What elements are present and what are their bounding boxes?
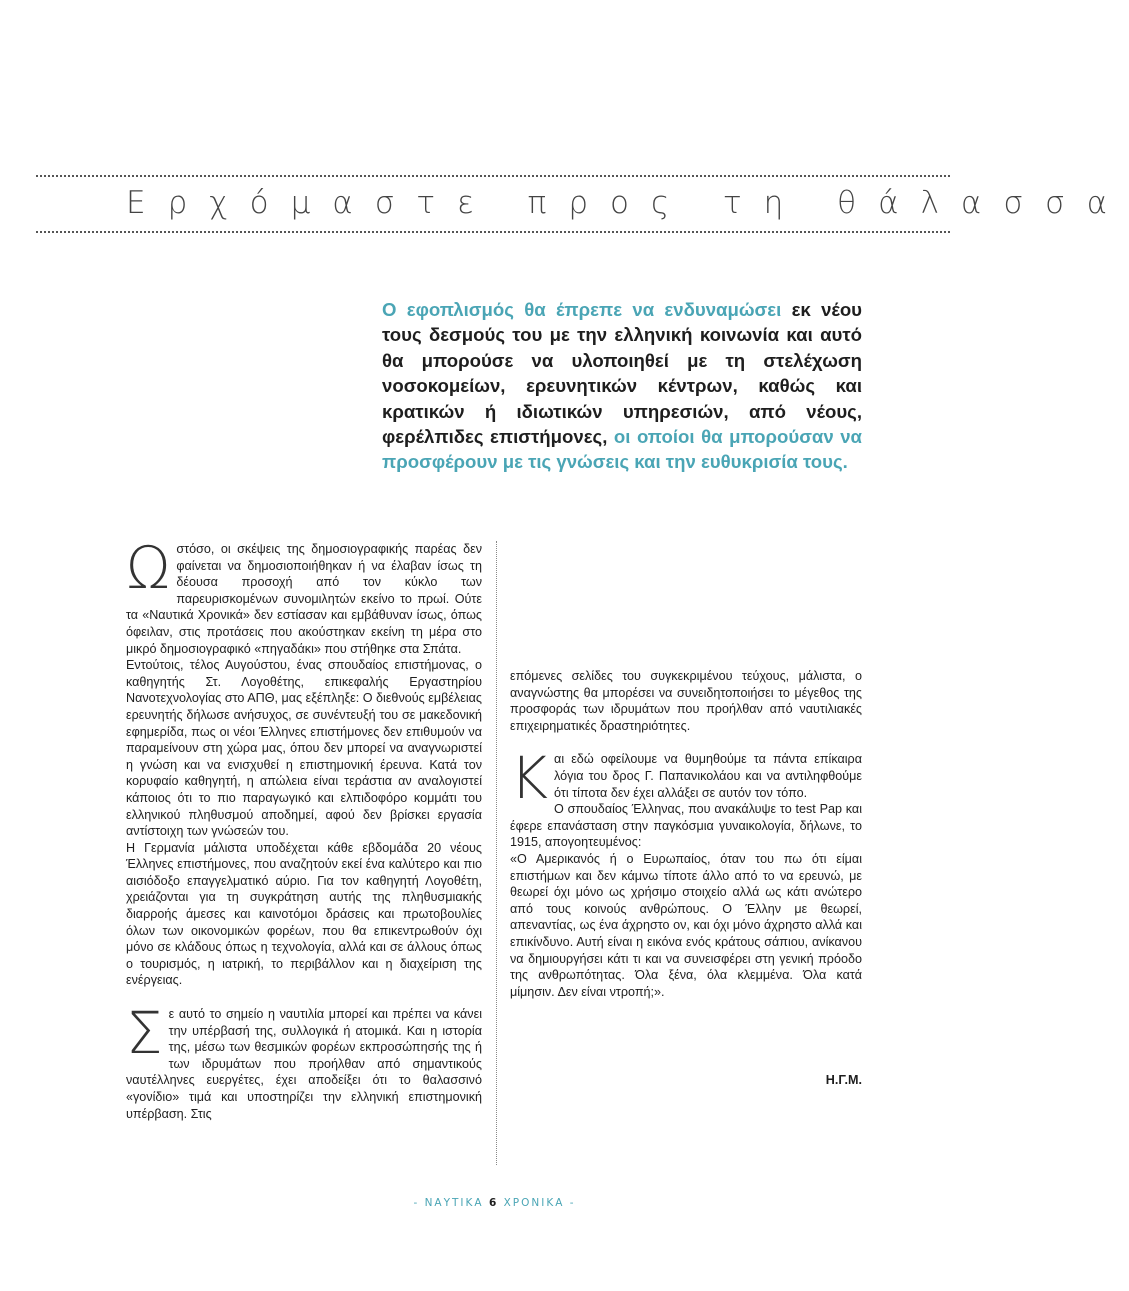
pull-quote-accent-end: οι οποίοι θα μπορούσαν να προσφέρουν με τις γνώσεις και την ευθυκρισία τους. [382, 426, 862, 473]
page-number: 6 [488, 1197, 499, 1209]
pull-quote-body: εκ νέου τους δεσμούς του με την ελληνική κοινωνία και αυτό θα μπορούσε να υλοποιηθεί με τη στελέχωση νοσοκομείων, ερευνητικών κέντρων, καθώς και κρατικών ή ιδιωτικών υπηρεσιών, από νέους, φερέλπιδες επιστήμονες, [382, 299, 862, 448]
pull-quote-accent-start: Ο εφοπλισμός θα έπρεπε να ενδυναμώσει [382, 299, 782, 320]
drop-cap: Σ [126, 999, 163, 1068]
column-divider [496, 541, 497, 1165]
section-title: Ερχόμαστε προς τη θάλασσα [126, 185, 1129, 221]
paragraph: «Ο Αμερικανός ή ο Ευρωπαίος, όταν του πω ότι είμαι επιστήμων και δεν κάμνω τίποτε άλλο από το να ερευνώ, με θεωρεί όχι μόνο ως χρήσιμο στοιχείο αλλά ως κάτι ανώτερο από τους κοινούς ανθρώπους. Ο Έλλην με θεωρεί, απεναντίας, ως ένα άχρηστο ον, και όχι μόνο άχρηστο αλλά και επικίνδυνο. Αυτή είναι η εικόνα ενός κράτους σάπιου, ανίκανου να δημιουργήσει κάτι τι και να συνεισφέρει στη γενική πρόοδο της ανθρωπότητας. Όλα ξένα, όλα κλεμμένα. Όλα κατά μίμησιν. Δεν είναι ντροπή;». [510, 851, 862, 999]
paragraph: επόμενες σελίδες του συγκεκριμένου τεύχους, μάλιστα, ο αναγνώστης θα μπορέσει να συνειδητοποιήσει το μέγεθος της προσφοράς των ιδρυμάτων που προήλθαν από ναυτιλιακές επιχειρηματικές δραστηριότητες. [510, 669, 862, 733]
bottom-dotted-rule [36, 231, 950, 233]
left-column [126, 534, 482, 1122]
pull-quote [382, 297, 862, 475]
page-footer [0, 1197, 989, 1209]
drop-cap: Ω [126, 534, 171, 602]
footer-magazine-left: - ΝΑΥΤΙΚΑ [413, 1197, 484, 1209]
right-column [510, 668, 862, 1000]
paragraph: Η Γερμανία μάλιστα υποδέχεται κάθε εβδομάδα 20 νέους Έλληνες επιστήμονες, που αναζητούν εκεί ένα καλύτερο και πιο αισιόδοξο επαγγελματικό αύριο. Για τον καθηγητή Λογοθέτη, χρειάζονται για τη συγκράτηση αυτής της πληθυσμιακής διαρροής άμεσες και καινοτόμοι δράσεις και πρωτοβουλίες όλων των οικονομικών φορέων, που θα επικεντρωθούν όχι μόνο σε κλάδους όπως η τεχνολογία, αλλά και σε άλλους όπως ο τουρισμός, η ιατρική, το περιβάλλον και η διαχείριση της ενέργειας. [126, 840, 482, 988]
paragraph: Ο σπουδαίος Έλληνας, που ανακάλυψε το test Pap και έφερε επανάσταση στην παγκόσμια γυναικολογία, δήλωνε, το 1915, απογοητευμένος: [510, 802, 862, 850]
drop-cap: Κ [510, 744, 549, 813]
paragraph: Εντούτοις, τέλος Αυγούστου, ένας σπουδαίος επιστήμονας, ο καθηγητής Στ. Λογοθέτης, επικεφαλής Εργαστηρίου Νανοτεχνολογίας στο ΑΠΘ, μας εξέπληξε: Ο διεθνούς εμβέλειας ερευνητής δήλωσε ανήσυχος, σε συνέντευξή του σε μακεδονική εφημερίδα, πως οι νέοι Έλληνες επιστήμονες δεν επιθυμούν να παραμείνουν στη χώρα μας, όπου δεν μπορεί να αναγνωριστεί η γνώση και να ενισχυθεί η επιστημονική έρευνα. Κατά τον κορυφαίο καθηγητή, η απώλεια είναι τεράστια αν αναλογιστεί κάποιος ότι το πιο παραγωγικό και ελπιδοφόρο κομμάτι του ελληνικού πληθυσμού αποδημεί, αφού δεν βρίσκει εργασία αντίστοιχη των γνώσεών του. [126, 658, 482, 839]
paragraph: Και εδώ οφείλουμε να θυμηθούμε τα πάντα επίκαιρα λόγια του δρος Γ. Παπανικολάου και να αντιληφθούμε ότι τίποτα δεν έχει αλλάξει σε αυτόν τον τόπο. [510, 744, 862, 813]
paragraph: Σε αυτό το σημείο η ναυτιλία μπορεί και πρέπει να κάνει την υπέρβασή της, συλλογικά ή ατομικά. Και η ιστορία της, μέσω των θεσμικών φορέων εκπροσώπησής της ή των ιδρυμάτων που προήλθαν από σημαντικούς ναυτέλληνες ευεργέτες, έχει αποδείξει ότι το θαλασσινό «γονίδιο» τιμά και υποστηρίζει την ελληνική επιστημονική υπέρβαση. Στις [126, 999, 482, 1121]
top-dotted-rule [36, 175, 950, 177]
footer-magazine-right: ΧΡΟΝΙΚΑ - [503, 1197, 576, 1209]
paragraph: Ωστόσο, οι σκέψεις της δημοσιογραφικής παρέας δεν φαίνεται να δημοσιοποιήθηκαν ή να έλαβαν ίσως τη δέουσα προσοχή από τον κύκλο των παρευρισκομένων συνομιλητών εκείνο το πρωί. Ούτε τα «Ναυτικά Χρονικά» δεν εστίασαν και εμβάθυναν ίσως, όπως όφειλαν, στις προτάσεις που ακούστηκαν εκείνη τη μέρα στο μικρό δημοσιογραφικό «πηγαδάκι» που στήθηκε στα Σπάτα. [126, 534, 482, 656]
author-signature: Η.Γ.Μ. [825, 1073, 862, 1087]
